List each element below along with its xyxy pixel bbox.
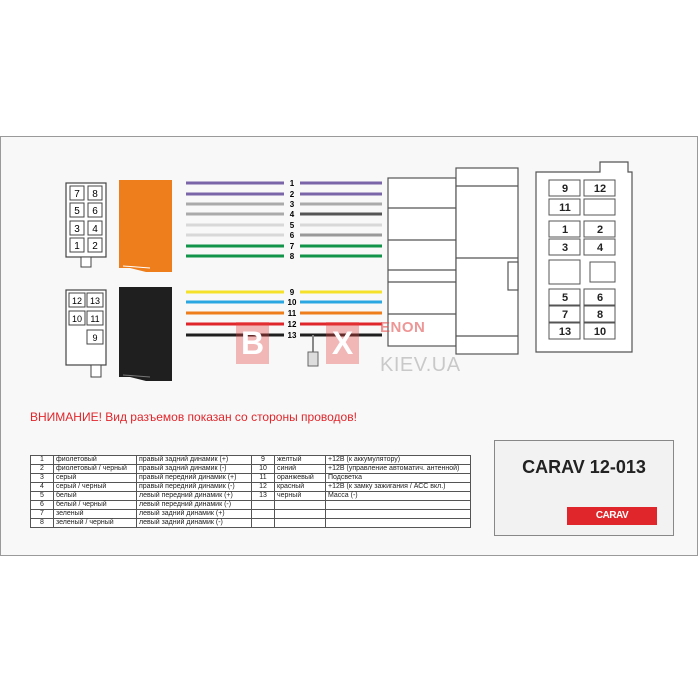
table-cell bbox=[275, 501, 326, 510]
pin-label: 4 bbox=[596, 242, 604, 254]
pin-label: 12 bbox=[71, 296, 83, 306]
table-cell bbox=[252, 519, 275, 528]
table-row bbox=[31, 510, 471, 519]
pin-label: 13 bbox=[558, 326, 572, 338]
model-title: CARAV 12-013 bbox=[522, 457, 646, 477]
wires-speaker bbox=[186, 183, 382, 256]
pin-label: 9 bbox=[92, 333, 98, 343]
pin-label: 11 bbox=[559, 202, 571, 214]
table-cell: правый задний динамик (-) bbox=[137, 465, 252, 474]
table-cell: +12В (к аккумулятору) bbox=[326, 456, 471, 465]
watermark-letter-x: X bbox=[326, 322, 359, 364]
brand-logo: CARAV bbox=[567, 507, 657, 525]
pin-label: 13 bbox=[89, 296, 101, 306]
wire-number: 6 bbox=[289, 231, 295, 240]
watermark-bottom-text: KIEV.UA bbox=[380, 354, 461, 376]
pin-label: 9 bbox=[561, 183, 569, 195]
pin-label: 8 bbox=[596, 309, 604, 321]
table-cell: 4 bbox=[31, 483, 54, 492]
table-cell: 11 bbox=[252, 474, 275, 483]
pin-label: 6 bbox=[92, 206, 98, 217]
table-cell: 12 bbox=[252, 483, 275, 492]
table-cell: Подсветка bbox=[326, 474, 471, 483]
black-plug bbox=[119, 287, 172, 381]
table-cell: 8 bbox=[31, 519, 54, 528]
table-cell: зеленый / черный bbox=[54, 519, 137, 528]
table-cell: 13 bbox=[252, 492, 275, 501]
pin-label: 1 bbox=[74, 241, 80, 252]
wire-number: 7 bbox=[289, 242, 295, 251]
wire-number: 9 bbox=[289, 288, 295, 297]
table-cell: 6 bbox=[31, 501, 54, 510]
table-row bbox=[31, 501, 471, 510]
pin-label: 5 bbox=[74, 206, 80, 217]
table-cell: серый bbox=[54, 474, 137, 483]
table-cell: 7 bbox=[31, 510, 54, 519]
table-cell bbox=[275, 519, 326, 528]
table-cell: 10 bbox=[252, 465, 275, 474]
wire-number: 3 bbox=[289, 200, 295, 209]
table-cell: +12В (управление автоматич. антенной) bbox=[326, 465, 471, 474]
wire-legend-table bbox=[30, 455, 471, 528]
table-cell: 5 bbox=[31, 492, 54, 501]
table-cell: желтый bbox=[275, 456, 326, 465]
table-cell: 3 bbox=[31, 474, 54, 483]
table-cell: черный bbox=[275, 492, 326, 501]
table-row bbox=[31, 483, 471, 492]
table-cell bbox=[326, 519, 471, 528]
pin-label: 1 bbox=[561, 224, 569, 236]
pin-label: 7 bbox=[74, 189, 80, 200]
table-cell: серый / черный bbox=[54, 483, 137, 492]
wire-number: 10 bbox=[287, 298, 297, 307]
wire-number: 13 bbox=[287, 331, 297, 340]
wire-number: 11 bbox=[287, 309, 297, 318]
table-cell: левый задний динамик (-) bbox=[137, 519, 252, 528]
table-cell: 9 bbox=[252, 456, 275, 465]
table-cell bbox=[252, 510, 275, 519]
pin-label: 10 bbox=[593, 326, 607, 338]
table-cell bbox=[275, 510, 326, 519]
table-row bbox=[31, 474, 471, 483]
table-row bbox=[31, 492, 471, 501]
table-cell: 1 bbox=[31, 456, 54, 465]
table-cell: красный bbox=[275, 483, 326, 492]
pin-label: 2 bbox=[596, 224, 604, 236]
table-cell: фиолетовый / черный bbox=[54, 465, 137, 474]
table-cell bbox=[326, 510, 471, 519]
table-cell: левый передний динамик (-) bbox=[137, 501, 252, 510]
connector-a bbox=[66, 183, 106, 267]
table-cell: левый передний динамик (+) bbox=[137, 492, 252, 501]
table-cell: белый / черный bbox=[54, 501, 137, 510]
table-cell: оранжевый bbox=[275, 474, 326, 483]
table-cell: синий bbox=[275, 465, 326, 474]
pin-label: 4 bbox=[92, 224, 98, 235]
table-cell: фиолетовый bbox=[54, 456, 137, 465]
wire-number: 2 bbox=[289, 190, 295, 199]
wire-numbers bbox=[288, 179, 297, 340]
wire-number: 5 bbox=[289, 221, 295, 230]
pin-label: 3 bbox=[561, 242, 569, 254]
pin-label: 6 bbox=[596, 292, 604, 304]
table-cell: Масса (-) bbox=[326, 492, 471, 501]
table-cell: правый задний динамик (+) bbox=[137, 456, 252, 465]
table-cell: правый передний динамик (-) bbox=[137, 483, 252, 492]
table-row bbox=[31, 519, 471, 528]
table-cell: белый bbox=[54, 492, 137, 501]
model-box bbox=[494, 440, 674, 536]
pin-label: 5 bbox=[561, 292, 569, 304]
table-cell bbox=[252, 501, 275, 510]
wire-number: 4 bbox=[289, 210, 295, 219]
wire-number: 8 bbox=[289, 252, 295, 261]
wire-number: 12 bbox=[287, 320, 297, 329]
watermark-letter-b: B bbox=[236, 322, 269, 364]
table-cell: правый передний динамик (+) bbox=[137, 474, 252, 483]
pin-label: 12 bbox=[593, 183, 607, 195]
watermark-top-text: ENON bbox=[380, 319, 426, 336]
table-cell: зеленый bbox=[54, 510, 137, 519]
table-cell: 2 bbox=[31, 465, 54, 474]
table-row bbox=[31, 465, 471, 474]
warning-text: ВНИМАНИЕ! Вид разъемов показан со стороны проводов! bbox=[30, 410, 357, 424]
orange-plug bbox=[119, 180, 172, 272]
table-row bbox=[31, 456, 471, 465]
pin-label: 7 bbox=[561, 309, 569, 321]
table-cell bbox=[326, 501, 471, 510]
pin-label: 8 bbox=[92, 189, 98, 200]
pin-label: 10 bbox=[71, 314, 83, 324]
pin-label: 3 bbox=[74, 224, 80, 235]
connector-b bbox=[66, 290, 106, 377]
pin-label: 11 bbox=[90, 314, 100, 324]
table-cell: левый задний динамик (+) bbox=[137, 510, 252, 519]
pin-label: 2 bbox=[92, 241, 98, 252]
wire-number: 1 bbox=[289, 179, 295, 188]
connector-c bbox=[536, 162, 632, 352]
table-cell: +12В (к замку зажигания / АСС вкл.) bbox=[326, 483, 471, 492]
